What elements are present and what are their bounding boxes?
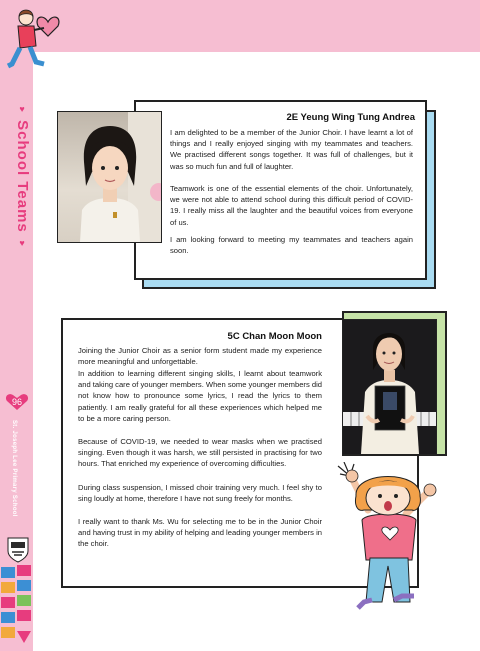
section-title — [3, 104, 31, 264]
paragraph: I am delighted to be a member of the Junior Choir. I have learnt a lot of things and I really enjoyed singing with my teammates and teachers. We practised different songs together. It was full of challenges, but it was so much fun and full of laughter. — [170, 128, 413, 171]
page-number — [5, 393, 29, 411]
paragraph: In addition to learning different singing skills, I learnt about teamwork and taking care of younger members. When some younger members did not know how to pronounce some lyrics, I read the lyrics to them patiently. I am really grateful for all these experiences which helped me to be a more caring person. — [78, 369, 322, 423]
heart-icon: ♥ — [17, 237, 27, 249]
cheering-girl-illustration — [332, 462, 444, 610]
running-girl-illustration — [4, 4, 70, 76]
student-name-2: 5C Chan Moon Moon — [227, 331, 322, 342]
paragraph: Teamwork is one of the essential elements of the choir. Unfortunately, we were not able to attend school during this difficult period of COVID-19. I really miss all the laughter and the beautiful voices from everyone of us. — [170, 184, 413, 227]
section-title-text: School Teams — [14, 120, 31, 233]
paragraph: Because of COVID-19, we needed to wear masks when we practised singing. Even though it was harsh, we still persisted in practising for two hours. That enriched my experience of overcoming difficulties. — [78, 437, 322, 469]
heart-icon: ♥ — [17, 104, 27, 115]
school-name: St. Joseph Lee Primary School — [11, 420, 17, 517]
student-photo-2 — [342, 319, 437, 455]
top-band — [0, 0, 480, 52]
page-number-text: 96 — [11, 397, 22, 407]
paragraph: I really want to thank Ms. Wu for selecting me to be in the Junior Choir and having trust in my ability of helping and leading younger members in the choir. — [78, 517, 322, 549]
paragraph: During class suspension, I missed choir training very much. I feel shy to sing loudly at home, therefore I have not sung freely for months. — [78, 483, 322, 504]
student-photo-1 — [57, 111, 162, 243]
decorative-tiles — [0, 565, 33, 651]
paragraph: I am looking forward to meeting my teammates and teachers again soon. — [170, 235, 413, 256]
student-name-1: 2E Yeung Wing Tung Andrea — [286, 112, 415, 123]
school-crest-icon — [5, 535, 31, 563]
paragraph: Joining the Junior Choir as a senior form student made my experience more meaningful and unforgettable. — [78, 346, 322, 367]
